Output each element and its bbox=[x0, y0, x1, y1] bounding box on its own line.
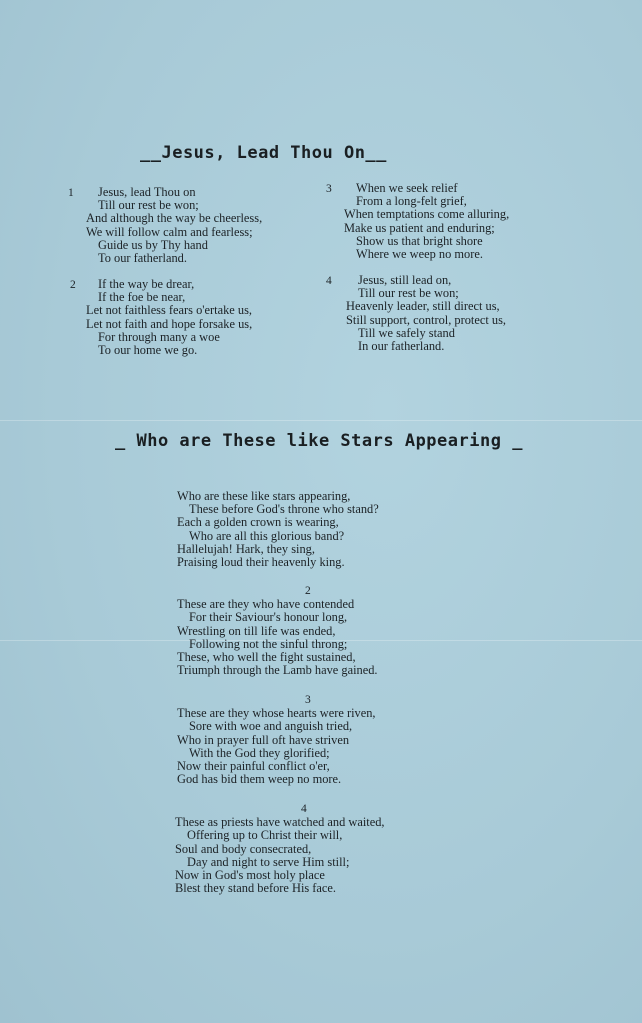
hymn2-title: _ Who are These like Stars Appearing _ bbox=[115, 431, 523, 451]
verse-line: Let not faithless fears o'ertake us, bbox=[86, 303, 253, 318]
verse-line: To our home we go. bbox=[98, 343, 198, 358]
verse-line: Guide us by Thy hand bbox=[98, 237, 208, 252]
verse-line: Day and night to serve Him still; bbox=[187, 854, 350, 869]
verse-line: These before God's throne who stand? bbox=[189, 502, 379, 517]
hymn2-verse3 bbox=[177, 694, 376, 786]
hymn2-verse4-number: 4 bbox=[301, 803, 307, 815]
verse-line: Where we weep no more. bbox=[356, 247, 483, 262]
hymn1-verse4-number: 4 bbox=[326, 275, 332, 287]
verse-line: Jesus, still lead on, bbox=[358, 273, 452, 287]
verse-line: Make us patient and enduring; bbox=[344, 220, 495, 235]
hymn2-verse1 bbox=[177, 490, 379, 569]
verse-line: God has bid them weep no more. bbox=[177, 772, 342, 787]
verse-line: If the foe be near, bbox=[98, 290, 186, 305]
verse-line: For through many a woe bbox=[98, 329, 220, 344]
hymn2-verse4 bbox=[175, 803, 385, 895]
hymn1-verse1 bbox=[86, 186, 262, 265]
paper-crease bbox=[0, 420, 642, 421]
hymn2-verse3-number: 3 bbox=[305, 694, 311, 706]
verse-line: Now in God's most holy place bbox=[175, 868, 325, 883]
verse-line: Till we safely stand bbox=[358, 325, 455, 340]
hymn1-verse3 bbox=[344, 182, 509, 261]
hymn1-verse1-number: 1 bbox=[68, 187, 74, 199]
verse-line: In our fatherland. bbox=[358, 339, 445, 354]
verse-line: Show us that bright shore bbox=[356, 233, 483, 248]
verse-line: For their Saviour's honour long, bbox=[189, 610, 348, 625]
verse-line: Each a golden crown is wearing, bbox=[177, 515, 339, 530]
verse-line: When we seek relief bbox=[356, 181, 458, 195]
hymn1-title: __Jesus, Lead Thou On__ bbox=[140, 143, 387, 163]
hymn2-verse2-number: 2 bbox=[305, 585, 311, 597]
hymn2-verse2 bbox=[177, 585, 378, 677]
verse-line: We will follow calm and fearless; bbox=[86, 224, 253, 239]
verse-line: With the God they glorified; bbox=[189, 745, 330, 760]
verse-line: Soul and body consecrated, bbox=[175, 841, 312, 856]
verse-line: Heavenly leader, still direct us, bbox=[346, 299, 500, 314]
verse-line: Hallelujah! Hark, they sing, bbox=[177, 541, 315, 556]
verse-line: When temptations come alluring, bbox=[344, 207, 510, 222]
verse-line: Sore with woe and anguish tried, bbox=[189, 719, 353, 734]
verse-line: Till our rest be won; bbox=[358, 286, 459, 301]
verse-line: And although the way be cheerless, bbox=[86, 211, 263, 226]
hymn1-verse2-number: 2 bbox=[70, 279, 76, 291]
verse-line: Who are all this glorious band? bbox=[189, 528, 345, 543]
verse-line: Triumph through the Lamb have gained. bbox=[177, 663, 378, 678]
hymn1-verse2 bbox=[86, 278, 252, 357]
verse-line: To our fatherland. bbox=[98, 251, 187, 266]
verse-line: If the way be drear, bbox=[98, 277, 195, 291]
verse-line: Blest they stand before His face. bbox=[175, 881, 337, 896]
verse-line: Now their painful conflict o'er, bbox=[177, 759, 330, 774]
verse-line: Following not the sinful throng; bbox=[189, 636, 348, 651]
verse-line: Who are these like stars appearing, bbox=[177, 489, 351, 503]
hymn1-verse3-number: 3 bbox=[326, 183, 332, 195]
verse-line: From a long-felt grief, bbox=[356, 194, 467, 209]
verse-line: These are they whose hearts were riven, bbox=[177, 706, 376, 721]
verse-line: Who in prayer full oft have striven bbox=[177, 732, 350, 747]
verse-line: Still support, control, protect us, bbox=[346, 312, 507, 327]
hymn1-verse4 bbox=[346, 274, 506, 353]
verse-line: Jesus, lead Thou on bbox=[98, 185, 196, 199]
verse-line: Offering up to Christ their will, bbox=[187, 828, 343, 843]
verse-line: These, who well the fight sustained, bbox=[177, 650, 356, 665]
verse-line: Praising loud their heavenly king. bbox=[177, 555, 345, 570]
verse-line: Let not faith and hope forsake us, bbox=[86, 316, 253, 331]
verse-line: Wrestling on till life was ended, bbox=[177, 623, 336, 638]
verse-line: These are they who have contended bbox=[177, 597, 355, 612]
verse-line: Till our rest be won; bbox=[98, 198, 199, 213]
verse-line: These as priests have watched and waited, bbox=[175, 815, 385, 830]
